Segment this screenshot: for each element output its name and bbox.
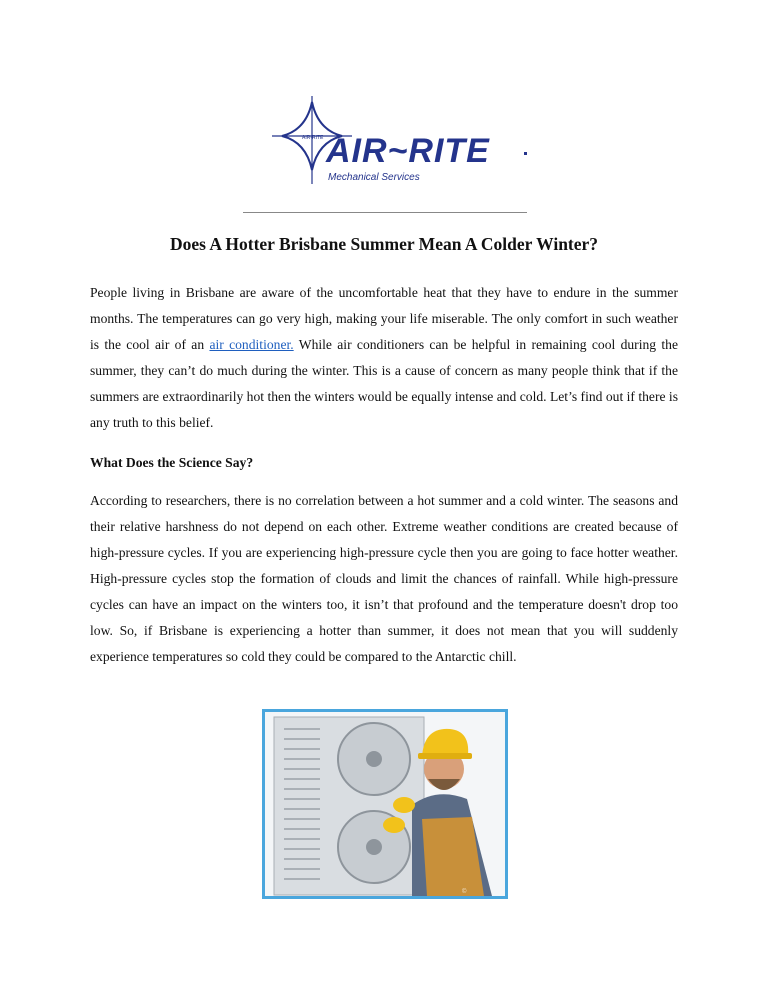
intro-text-after-link: While air conditioners can be helpful in remaining cool during the summer, they can’t do much during the winter. This is a cause of concern as many people think that if the summers are extraordinarily hot then the winters would be equally intense and cold. Let’s find out if there is any truth to this belief. [90, 337, 679, 430]
star-text: AIR-RITE [302, 135, 324, 141]
intro-paragraph [90, 280, 678, 436]
brand-name: AIR~RITE [326, 132, 490, 170]
intro-text-before-link: People living in Brisbane are aware of the uncomfortable heat that they have to endure in the summer months. The temperatures can go very high, making your life miserable. The only comfort in such weather is the cool air of an [90, 285, 678, 352]
section-paragraph: According to researchers, there is no correlation between a hot summer and a cold winter. The seasons and their relative harshness do not depend on each other. Extreme weather conditions are created because of high-pressure cycles. If you are experiencing high-pressure cycle then you are going to face hotter weather. High-pressure cycles stop the formation of clouds and limit the chances of rainfall. While high-pressure cycles can have an impact on the winters too, it isn’t that profound and the temperature doesn't drop too low. So, if Brisbane is experiencing a hotter than summer, it does not mean that you will suddenly experience temperatures so cold they could be compared to the Antarctic chill. [90, 493, 678, 664]
air-conditioner-link[interactable]: air conditioner. [209, 337, 294, 352]
brand-tagline: Mechanical Services [328, 172, 420, 183]
technician-photo [262, 709, 508, 899]
air-rite-logo [268, 96, 530, 188]
section-heading: What Does the Science Say? [90, 455, 254, 470]
svg-text:©: © [462, 889, 467, 895]
article-title: Does A Hotter Brisbane Summer Mean A Colder Winter? [169, 234, 599, 254]
header-divider [243, 212, 527, 213]
